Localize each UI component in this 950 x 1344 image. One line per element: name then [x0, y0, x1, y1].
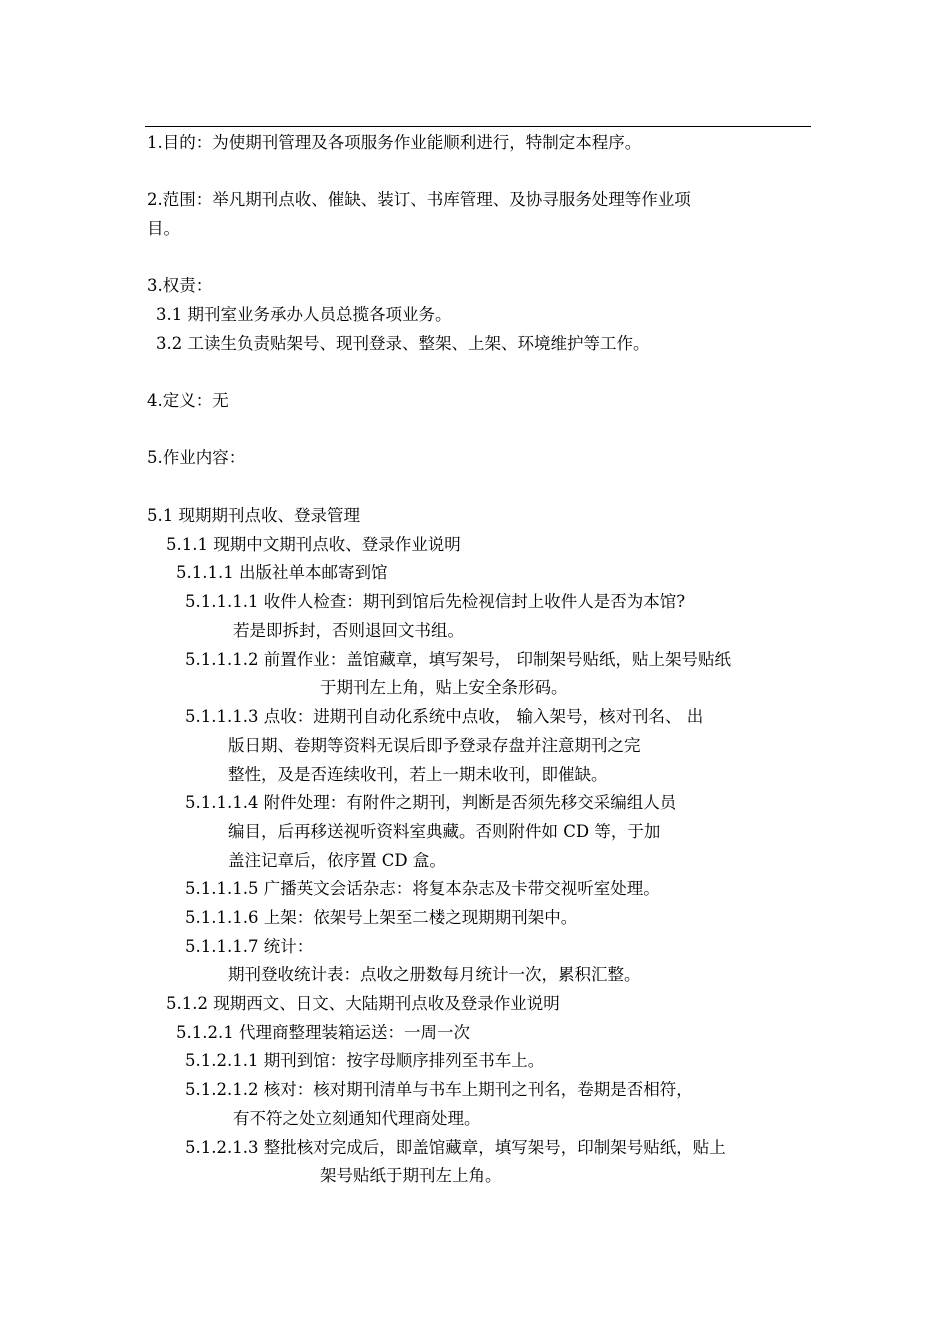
item-5-1-2-1-1: 5.1.2.1.1 期刊到馆：按字母顺序排列至书车上。 [185, 1051, 545, 1070]
item-5-1-2-1-3-line1: 5.1.2.1.3 整批核对完成后，即盖馆藏章，填写架号，印制架号贴纸，贴上 [185, 1138, 726, 1157]
section-purpose: 1.目的：为使期刊管理及各项服务作业能顺利进行，特制定本程序。 [147, 133, 642, 152]
item-5-1-1-1-1-line1: 5.1.1.1.1 收件人检查：期刊到馆后先检视信封上收件人是否为本馆? [185, 592, 686, 611]
item-5-1-1-1-3-line3: 整性，及是否连续收刊，若上一期未收刊，即催缺。 [228, 765, 608, 784]
item-5-1-1-1-4-line3: 盖注记章后，依序置 CD 盒。 [228, 851, 446, 870]
item-5-1-1-1-7-line1: 5.1.1.1.7 统计： [185, 937, 314, 956]
section-definition: 4.定义：无 [147, 391, 229, 410]
item-5-1-1-1-7-line2: 期刊登收统计表：点收之册数每月统计一次，累积汇整。 [228, 965, 641, 984]
section-3-1: 3.1 期刊室业务承办人员总揽各项业务。 [156, 305, 452, 324]
item-5-1-1-1-3-line1: 5.1.1.1.3 点收：进期刊自动化系统中点收， 输入架号，核对刊名、 出 [185, 707, 704, 726]
item-5-1-2-1-2-line2: 有不符之处立刻通知代理商处理。 [233, 1109, 481, 1128]
heading-5-1-2-1: 5.1.2.1 代理商整理装箱运送：一周一次 [176, 1023, 470, 1042]
section-operation-title: 5.作业内容： [147, 448, 246, 467]
heading-5-1: 5.1 现期期刊点收、登录管理 [147, 506, 360, 525]
header-rule [145, 126, 811, 127]
item-5-1-1-1-2-line1: 5.1.1.1.2 前置作业：盖馆藏章，填写架号， 印制架号贴纸，贴上架号贴纸 [185, 650, 731, 669]
heading-5-1-1: 5.1.1 现期中文期刊点收、登录作业说明 [166, 535, 461, 554]
section-scope-line1: 2.范围：举凡期刊点收、催缺、装订、书库管理、及协寻服务处理等作业项 [147, 190, 691, 209]
item-5-1-1-1-4-line2: 编目，后再移送视听资料室典藏。否则附件如 CD 等，于加 [228, 822, 661, 841]
section-scope-line2: 目。 [147, 219, 180, 238]
item-5-1-1-1-3-line2: 版日期、卷期等资料无误后即予登录存盘并注意期刊之完 [228, 736, 641, 755]
item-5-1-1-1-2-line2: 于期刊左上角，贴上安全条形码。 [320, 678, 568, 697]
item-5-1-2-1-2-line1: 5.1.2.1.2 核对：核对期刊清单与书车上期刊之刊名，卷期是否相符， [185, 1080, 693, 1099]
item-5-1-1-1-4-line1: 5.1.1.1.4 附件处理：有附件之期刊，判断是否须先移交采编组人员 [185, 793, 677, 812]
heading-5-1-1-1: 5.1.1.1 出版社单本邮寄到馆 [176, 563, 388, 582]
item-5-1-1-1-1-line2: 若是即拆封，否则退回文书组。 [233, 621, 464, 640]
item-5-1-1-1-6: 5.1.1.1.6 上架：依架号上架至二楼之现期期刊架中。 [185, 908, 578, 927]
section-3-2: 3.2 工读生负责贴架号、现刊登录、整架、上架、环境维护等工作。 [156, 334, 650, 353]
section-responsibility-title: 3.权责： [147, 276, 213, 295]
heading-5-1-2: 5.1.2 现期西文、日文、大陆期刊点收及登录作业说明 [166, 994, 560, 1013]
item-5-1-1-1-5: 5.1.1.1.5 广播英文会话杂志：将复本杂志及卡带交视听室处理。 [185, 879, 660, 898]
item-5-1-2-1-3-line2: 架号贴纸于期刊左上角。 [320, 1166, 502, 1185]
